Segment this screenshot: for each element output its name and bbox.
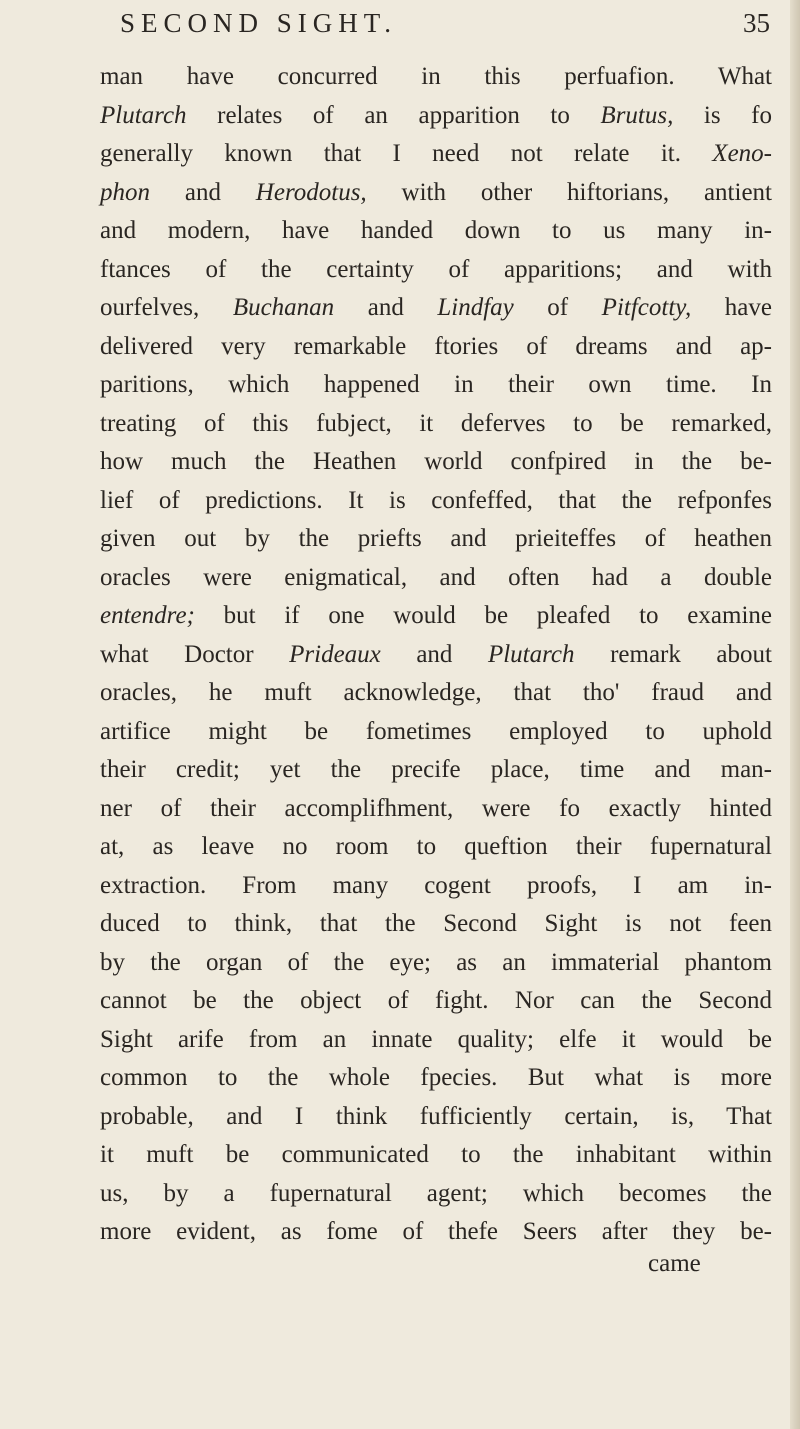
text-segment: and modern, have handed down to us many in- xyxy=(100,217,772,244)
text-line xyxy=(100,905,772,944)
text-segment: by the organ of the eye; as an immaterial phantom xyxy=(100,948,772,976)
text-line xyxy=(100,1098,772,1137)
text-segment: extraction. From many cogent proofs, I am in- xyxy=(100,871,772,899)
text-segment: relates of an apparition to xyxy=(186,101,601,129)
text-line xyxy=(100,1175,772,1214)
text-line xyxy=(100,1136,772,1175)
text-segment: duced to think, that the Second Sight is not feen xyxy=(100,910,772,937)
body-text xyxy=(100,58,772,1252)
italic-text: Plutarch xyxy=(100,101,187,129)
running-title: SECOND SIGHT. xyxy=(120,8,398,38)
text-segment: have xyxy=(691,294,772,321)
italic-text: Brutus, xyxy=(600,101,674,129)
text-segment: of xyxy=(513,294,602,321)
text-line xyxy=(100,1021,772,1060)
text-line xyxy=(100,135,772,174)
catchword: came xyxy=(648,1250,701,1277)
text-line xyxy=(100,636,772,675)
text-segment: delivered very remarkable ftories of dreams and ap- xyxy=(100,332,772,360)
text-line xyxy=(100,982,772,1021)
text-segment: man have concurred in this perfuafion. What xyxy=(100,63,772,90)
text-segment: and xyxy=(334,294,438,321)
text-line xyxy=(100,674,772,713)
text-segment: oracles were enigmatical, and often had a double xyxy=(100,563,772,591)
text-line xyxy=(100,482,772,521)
text-segment: probable, and I think fufficiently certain, is, That xyxy=(100,1102,772,1130)
text-segment: treating of this fubject, it deferves to be remarked, xyxy=(100,409,772,437)
page-header xyxy=(120,8,770,48)
italic-text: entendre; xyxy=(100,602,195,629)
text-line xyxy=(100,751,772,790)
text-segment: and xyxy=(380,640,488,668)
text-line xyxy=(100,790,772,829)
text-line xyxy=(100,828,772,867)
text-segment: how much the Heathen world confpired in the be- xyxy=(100,448,772,475)
italic-text: Xeno- xyxy=(712,140,772,167)
italic-text: Plutarch xyxy=(487,640,575,668)
text-line xyxy=(100,559,772,598)
text-segment: what Doctor xyxy=(100,640,290,668)
text-segment: their credit; yet the precife place, time and man- xyxy=(100,756,772,783)
text-segment: with other hiftorians, antient xyxy=(366,178,772,206)
text-line xyxy=(100,597,772,636)
text-segment: oracles, he muft acknowledge, that tho' fraud and xyxy=(100,679,772,706)
text-line xyxy=(100,944,772,983)
text-line xyxy=(100,97,772,136)
text-segment: generally known that I need not relate it. xyxy=(100,140,713,167)
text-line xyxy=(100,520,772,559)
text-line xyxy=(100,1059,772,1098)
text-segment: and xyxy=(150,178,256,206)
text-segment: remark about xyxy=(574,640,772,668)
text-line xyxy=(100,174,772,213)
text-segment: lief of predictions. It is confeffed, that the refponfes xyxy=(100,486,772,514)
text-segment: ftances of the certainty of apparitions; and with xyxy=(100,255,772,283)
text-segment: given out by the priefts and prieiteffes of heathen xyxy=(100,525,772,552)
text-line xyxy=(100,328,772,367)
text-line xyxy=(100,713,772,752)
text-segment: common to the whole fpecies. But what is more xyxy=(100,1064,772,1091)
italic-text: Lindfay xyxy=(437,294,514,321)
text-line xyxy=(100,58,772,97)
page-edge-shadow xyxy=(790,0,800,1429)
text-segment: us, by a fupernatural agent; which becomes the xyxy=(100,1179,772,1207)
text-line xyxy=(100,212,772,251)
text-segment: it muft be communicated to the inhabitant within xyxy=(100,1141,772,1168)
text-segment: paritions, which happened in their own time. In xyxy=(100,371,772,398)
text-segment: at, as leave no room to queftion their fupernatural xyxy=(100,833,772,860)
text-segment: but if one would be pleafed to examine xyxy=(194,602,772,629)
text-segment: ner of their accomplifhment, were fo exactly hinted xyxy=(100,794,772,822)
italic-text: phon xyxy=(100,178,150,206)
text-segment: ourfelves, xyxy=(100,294,233,321)
page-number: 35 xyxy=(743,8,770,38)
text-line xyxy=(100,405,772,444)
text-line xyxy=(100,867,772,906)
italic-text: Herodotus, xyxy=(255,178,367,206)
italic-text: Prideaux xyxy=(289,640,381,668)
text-segment: more evident, as fome of thefe Seers after they be- xyxy=(100,1218,772,1245)
text-line xyxy=(100,443,772,482)
text-line xyxy=(100,251,772,290)
italic-text: Buchanan xyxy=(232,294,335,321)
text-line xyxy=(100,366,772,405)
text-segment: is fo xyxy=(673,101,772,129)
text-line xyxy=(100,1213,772,1252)
text-segment: artifice might be fometimes employed to uphold xyxy=(100,717,772,745)
text-segment: cannot be the object of fight. Nor can the Second xyxy=(100,987,772,1014)
italic-text: Pitfcotty, xyxy=(601,294,692,321)
text-segment: Sight arife from an innate quality; elfe it would be xyxy=(100,1025,772,1053)
text-line xyxy=(100,289,772,328)
